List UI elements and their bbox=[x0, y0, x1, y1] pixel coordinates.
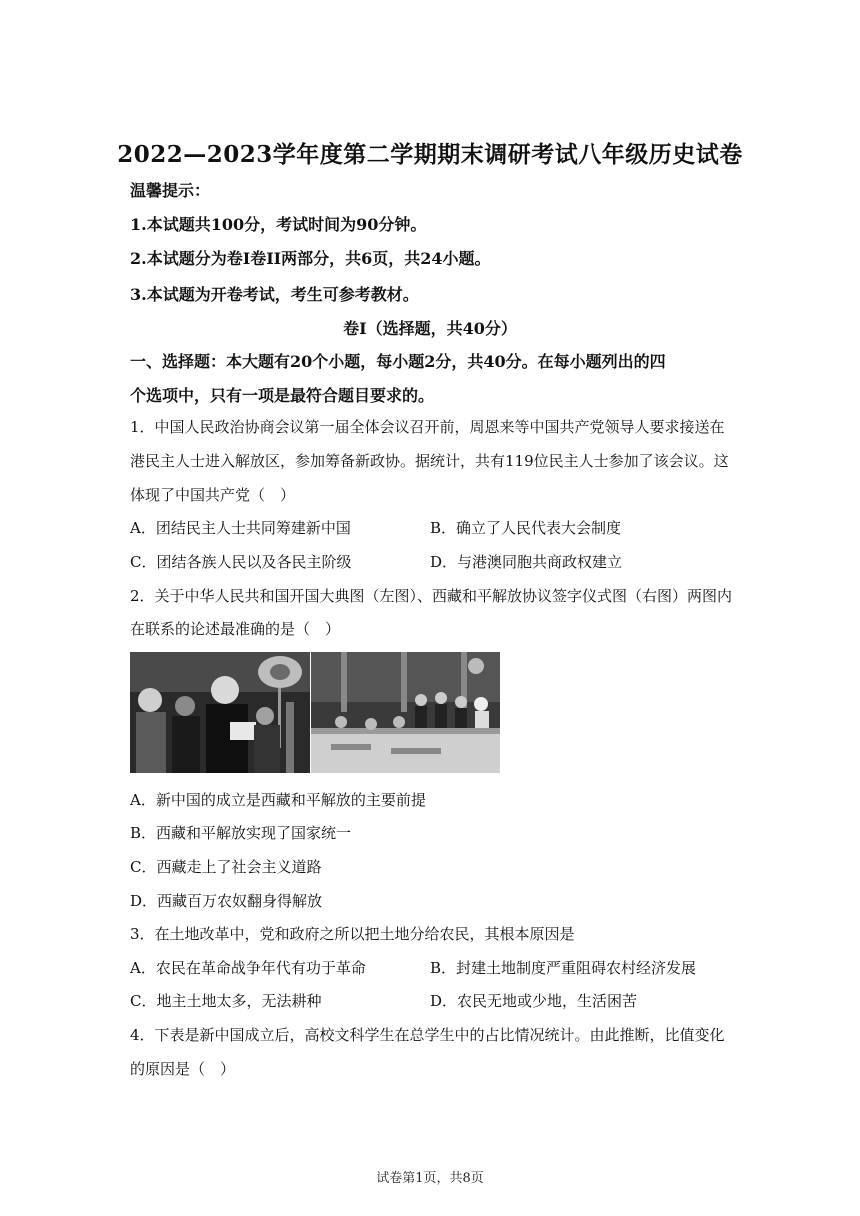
question-1-stem: 1．中国人民政治协商会议第一届全体会议召开前，周恩来等中国共产党领导人要求接送在 bbox=[130, 418, 725, 436]
tibet-agreement-signing-photo bbox=[311, 652, 500, 773]
question-2-option-d: D．西藏百万农奴翻身得解放 bbox=[130, 892, 323, 910]
tips-heading: 温馨提示： bbox=[130, 181, 211, 200]
question-3-option-c: C．地主土地太多，无法耕种 bbox=[130, 992, 322, 1010]
question-2-stem: 2．关于中华人民共和国开国大典图（左图）、西藏和平解放协议签字仪式图（右图）两图内 bbox=[130, 587, 733, 605]
tip-line: 1.本试题共100分，考试时间为90分钟。 bbox=[130, 215, 427, 234]
question-3-option-b: B．封建土地制度严重阻碍农村经济发展 bbox=[430, 959, 697, 977]
question-3-option-d: D．农民无地或少地，生活困苦 bbox=[430, 992, 638, 1010]
question-1-stem: 体现了中国共产党（ ） bbox=[130, 486, 296, 504]
part-heading: 一、选择题：本大题有20个小题，每小题2分，共40分。在每小题列出的四 bbox=[130, 352, 666, 371]
question-2-option-a: A．新中国的成立是西藏和平解放的主要前提 bbox=[130, 791, 426, 809]
question-3-option-a: A．农民在革命战争年代有功于革命 bbox=[130, 959, 366, 977]
exam-title: 2022—2023学年度第二学期期末调研考试八年级历史试卷 bbox=[117, 141, 743, 168]
tip-line: 2.本试题分为卷I卷II两部分，共6页，共24小题。 bbox=[130, 249, 491, 268]
question-2-option-b: B．西藏和平解放实现了国家统一 bbox=[130, 824, 352, 842]
question-1-option-b: B．确立了人民代表大会制度 bbox=[430, 519, 622, 537]
question-1-option-c: C．团结各族人民以及各民主阶级 bbox=[130, 553, 352, 571]
question-2-option-c: C．西藏走上了社会主义道路 bbox=[130, 858, 322, 876]
question-4-stem: 4．下表是新中国成立后，高校文科学生在总学生中的占比情况统计。由此推断，比值变化 bbox=[130, 1026, 725, 1044]
question-1-option-a: A．团结民主人士共同筹建新中国 bbox=[130, 519, 351, 537]
page-footer: 试卷第1页，共8页 bbox=[376, 1171, 484, 1186]
question-1-option-d: D．与港澳同胞共商政权建立 bbox=[430, 553, 623, 571]
section-title: 卷I（选择题，共40分） bbox=[343, 319, 517, 338]
question-1-stem: 港民主人士进入解放区，参加筹备新政协。据统计，共有119位民主人士参加了该会议。这 bbox=[130, 452, 729, 470]
part-heading: 个选项中，只有一项是最符合题目要求的。 bbox=[130, 386, 435, 405]
founding-ceremony-photo bbox=[130, 652, 310, 773]
question-4-stem: 的原因是（ ） bbox=[130, 1060, 236, 1078]
question-2-stem: 在联系的论述最准确的是（ ） bbox=[130, 620, 341, 638]
question-2-photos bbox=[130, 652, 500, 773]
tip-line: 3.本试题为开卷考试，考生可参考教材。 bbox=[130, 285, 419, 304]
question-3-stem: 3．在土地改革中，党和政府之所以把土地分给农民，其根本原因是 bbox=[130, 925, 575, 943]
